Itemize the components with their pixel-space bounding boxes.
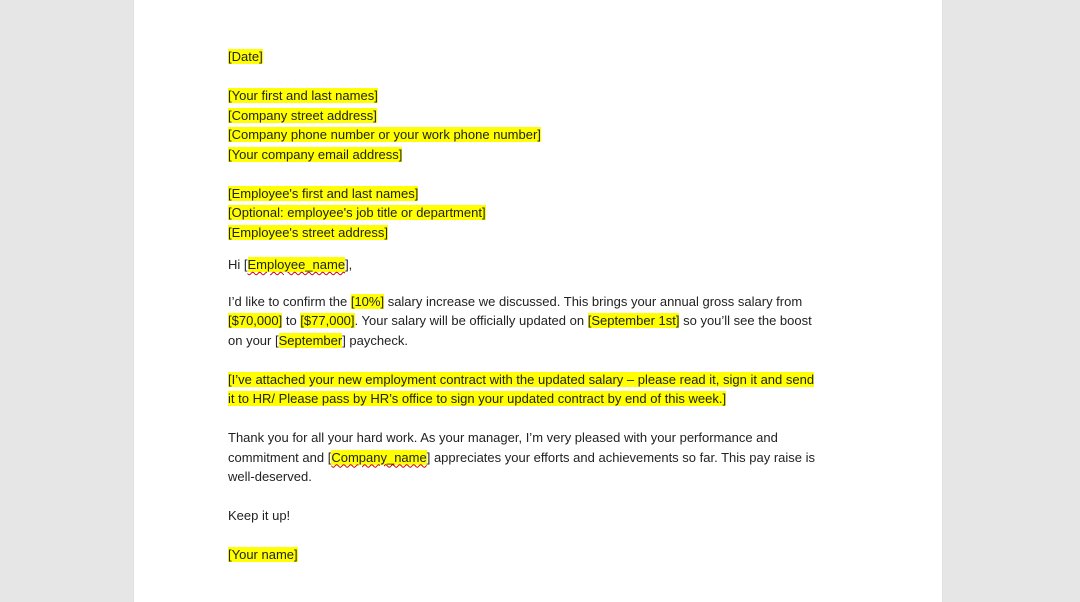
sender-street[interactable]: [Company street address] bbox=[228, 107, 377, 123]
paycheck-month[interactable]: September bbox=[278, 332, 343, 348]
thanks-text: ] appreciates your efforts and achievements so far. This pay raise is bbox=[426, 449, 815, 465]
contract-line-2[interactable]: it to HR/ Please pass by HR’s office to sign your updated contract by end of this week.] bbox=[228, 391, 727, 406]
old-salary[interactable]: [$70,000] bbox=[228, 313, 283, 328]
sender-block bbox=[228, 86, 848, 164]
recipient-title[interactable]: [Optional: employee's job title or department] bbox=[228, 205, 486, 220]
signature-block bbox=[228, 545, 848, 565]
para1-text: to bbox=[282, 313, 301, 328]
signature-placeholder[interactable]: [Your name] bbox=[228, 547, 298, 562]
raise-percent[interactable]: [10%] bbox=[350, 293, 385, 309]
recipient-block bbox=[228, 184, 848, 243]
date-block bbox=[228, 47, 848, 67]
para1-text: salary increase we discussed. This brings your annual gross salary from bbox=[384, 293, 803, 309]
document-page bbox=[134, 0, 942, 602]
recipient-name[interactable]: [Employee's first and last names] bbox=[228, 185, 419, 201]
thanks-paragraph bbox=[228, 428, 848, 487]
greeting-employee-name[interactable]: Employee_name bbox=[247, 257, 346, 272]
confirmation-paragraph bbox=[228, 292, 848, 351]
greeting bbox=[228, 255, 848, 275]
contract-paragraph bbox=[228, 370, 848, 409]
para1-text: so you’ll see the boost bbox=[679, 313, 812, 328]
para1-text: . Your salary will be officially updated on bbox=[354, 313, 588, 328]
sender-email[interactable]: [Your company email address] bbox=[228, 146, 403, 162]
contract-line-1[interactable]: [I’ve attached your new employment contract with the updated salary – please read it, sign it and send bbox=[228, 371, 815, 387]
thanks-line-1: Thank you for all your hard work. As your manager, I’m very pleased with your performance and bbox=[228, 430, 778, 445]
sender-name[interactable]: [Your first and last names] bbox=[228, 88, 378, 103]
sender-phone[interactable]: [Company phone number or your work phone number] bbox=[228, 127, 541, 142]
thanks-text: commitment and [ bbox=[228, 449, 332, 465]
date-placeholder[interactable]: [Date] bbox=[228, 49, 263, 64]
company-name[interactable]: Company_name bbox=[331, 449, 427, 465]
letter-body bbox=[228, 47, 848, 584]
greeting-prefix: Hi [ bbox=[228, 257, 248, 272]
greeting-suffix: ], bbox=[345, 257, 353, 272]
recipient-street[interactable]: [Employee's street address] bbox=[228, 224, 388, 240]
thanks-line-3: well-deserved. bbox=[228, 469, 312, 484]
closing: Keep it up! bbox=[228, 508, 291, 523]
new-salary[interactable]: [$77,000] bbox=[300, 313, 355, 328]
effective-date[interactable]: [September 1st] bbox=[587, 313, 680, 328]
para1-text: ] paycheck. bbox=[342, 332, 408, 348]
para1-text: I’d like to confirm the bbox=[228, 293, 351, 309]
para1-text: on your [ bbox=[228, 332, 279, 348]
